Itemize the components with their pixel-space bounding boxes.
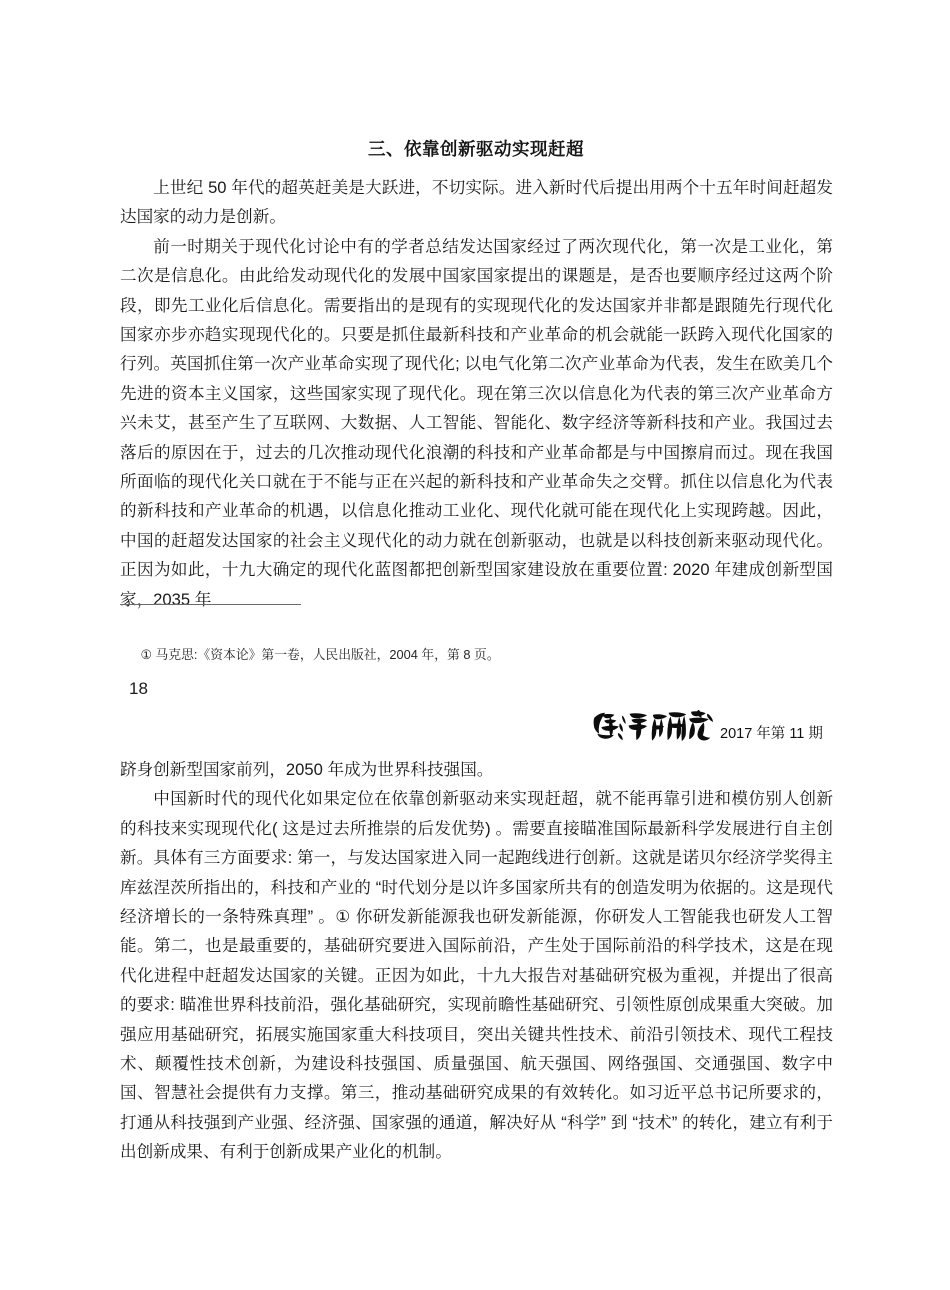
paragraph: 中国新时代的现代化如果定位在依靠创新驱动来实现赶超，就不能再靠引进和模仿别人创新的科技来实现现代化( 这是过去所推崇的后发优势) 。需要直接瞄准国际最新科学发展进行自主创新。具体有三方面要求: 第一，与发达国家进入同一起跑线进行创新。这就是诺贝尔经济学奖得主库兹涅茨所指出的，科技和产业的 “时代划分是以许多国家所共有的创造发明为依据的。这是现代经济增长的一条特殊真理” 。① 你研发新能源我也研发新能源，你研发人工智能我也研发人工智能。第二，也是最重要的，基础研究要进入国际前沿，产生处于国际前沿的科学技术，这是在现代化进程中赶超发达国家的关键。正因为如此，十九大报告对基础研究极为重视，并提出了很高的要求: 瞄准世界科技前沿，强化基础研究，实现前瞻性基础研究、引领性原创成果重大突破。加强应用基础研究，拓展实施国家重大科技项目，突出关键共性技术、前沿引领技术、现代工程技术、颠覆性技术创新，为建设科技强国、质量强国、航天强国、网络强国、交通强国、数字中国、智慧社会提供有力支撑。第三，推动基础研究成果的有效转化。如习近平总书记所要求的，打通从科技强到产业强、经济强、国家强的通道，解决好从 “科学” 到 “技术” 的转化，建立有利于出创新成果、有利于创新成果产业化的机制。: [120, 789, 833, 1162]
journal-masthead: [590, 703, 823, 745]
section-heading: 三、依靠创新驱动实现赶超: [368, 139, 584, 159]
paragraph: 前一时期关于现代化讨论中有的学者总结发达国家经过了两次现代化，第一次是工业化，第二次是信息化。由此给发动现代化的发展中国家国家提出的课题是，是否也要顺序经过这两个阶段，即先工业化后信息化。需要指出的是现有的实现现代化的发达国家并非都是跟随先行现代化国家亦步亦趋实现现代化的。只要是抓住最新科技和产业革命的机会就能一跃跨入现代化国家的行列。英国抓住第一次产业革命实现了现代化; 以电气化第二次产业革命为代表，发生在欧美几个先进的资本主义国家，这些国家实现了现代化。现在第三次以信息化为代表的第三次产业革命方兴未艾，甚至产生了互联网、大数据、人工智能、智能化、数字经济等新科技和产业。我国过去落后的原因在于，过去的几次推动现代化浪潮的科技和产业革命都是与中国擦肩而过。现在我国所面临的现代化关口就在于不能与正在兴起的新科技和产业革命失之交臂。抓住以信息化为代表的新科技和产业革命的机遇，以信息化推动工业化、现代化就可能在现代化上实现跨越。因此，中国的赶超发达国家的社会主义现代化的动力就在创新驱动，也就是以科技创新来驱动现代化。正因为如此，十九大确定的现代化蓝图都把创新型国家建设放在重要位置: 2020 年建成创新型国家，2035 年: [120, 236, 833, 609]
journal-logo-calligraphy-icon: [590, 703, 718, 745]
upper-body-text: [120, 173, 833, 614]
page-number: 18: [129, 679, 148, 698]
paragraph: 上世纪 50 年代的超英赶美是大跃进，不切实际。进入新时代后提出用两个十五年时间赶超发达国家的动力是创新。: [120, 178, 833, 227]
journal-issue-label: 2017 年第 11 期: [720, 725, 823, 742]
lower-body-text: [120, 755, 833, 1167]
footnote-text: ① 马克思:《资本论》第一卷，人民出版社，2004 年，第 8 页。: [140, 647, 500, 662]
footnote-divider-rule: [120, 604, 301, 605]
paragraph: 跻身创新型国家前列，2050 年成为世界科技强国。: [120, 760, 494, 779]
